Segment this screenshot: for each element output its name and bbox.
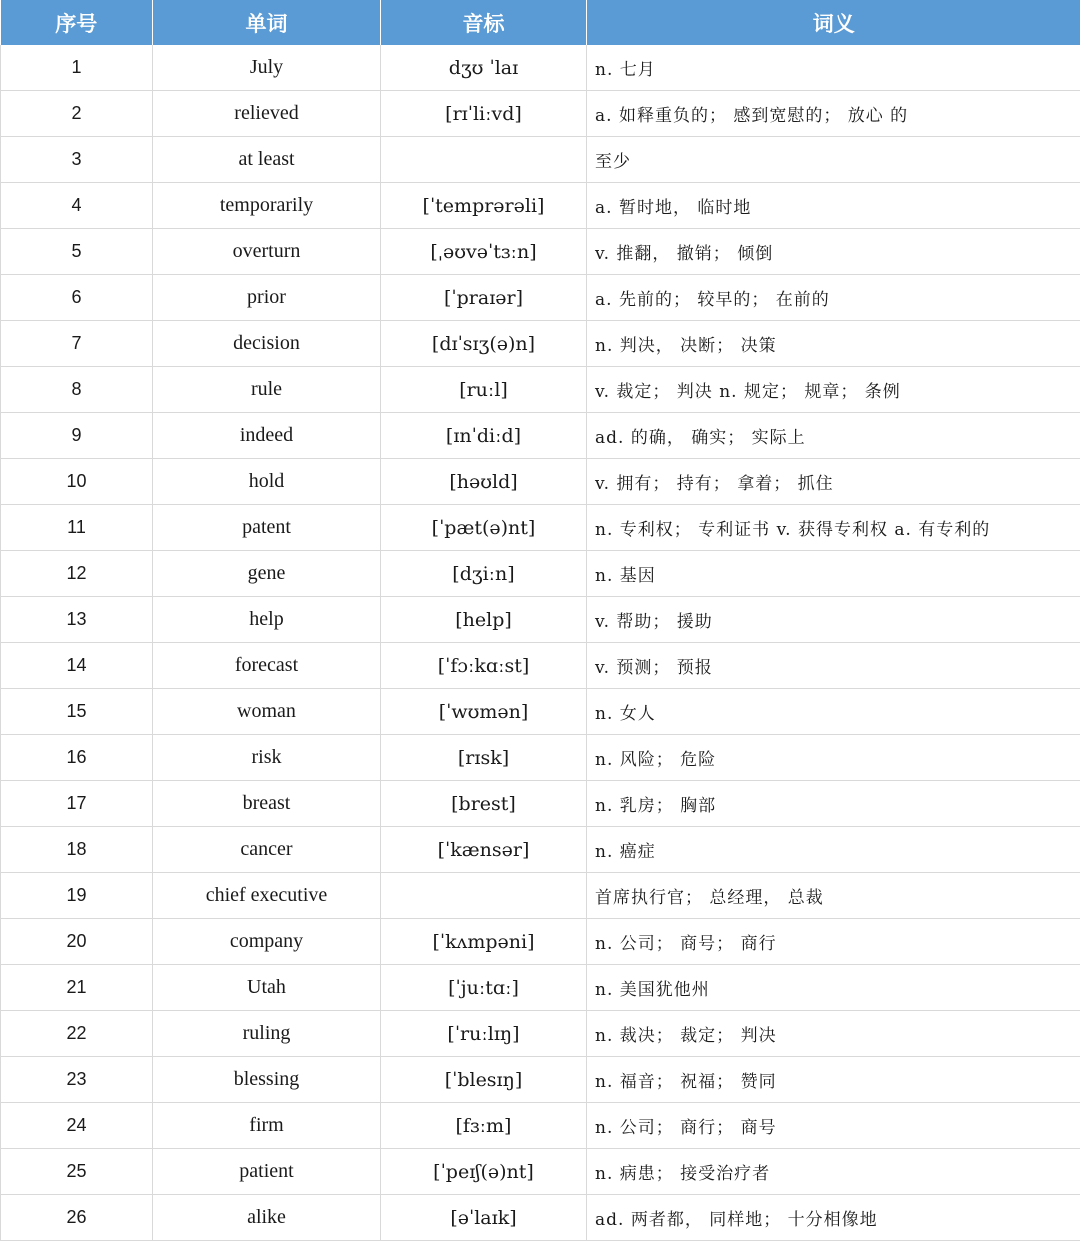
table-row <box>1 597 1080 643</box>
row-definition: v. 帮助； 援助 <box>587 597 1080 643</box>
row-definition: n. 美国犹他州 <box>587 965 1080 1011</box>
row-word: breast <box>153 781 381 827</box>
row-definition: v. 预测； 预报 <box>587 643 1080 689</box>
row-number: 18 <box>1 827 153 873</box>
table-row <box>1 321 1080 367</box>
row-phonetic: [rɪsk] <box>381 735 587 781</box>
table-row <box>1 1057 1080 1103</box>
row-word: prior <box>153 275 381 321</box>
row-definition: ad. 两者都， 同样地； 十分相像地 <box>587 1195 1080 1241</box>
row-phonetic: [ɪnˈdiːd] <box>381 413 587 459</box>
row-word: chief executive <box>153 873 381 919</box>
row-phonetic: [fɜːm] <box>381 1103 587 1149</box>
header-row <box>1 0 1080 45</box>
table-row <box>1 91 1080 137</box>
row-phonetic <box>381 873 587 919</box>
row-number: 22 <box>1 1011 153 1057</box>
row-phonetic: [ˈwʊmən] <box>381 689 587 735</box>
table-row <box>1 45 1080 91</box>
row-definition: n. 女人 <box>587 689 1080 735</box>
row-phonetic: [ˈblesɪŋ] <box>381 1057 587 1103</box>
row-definition: n. 专利权； 专利证书 v. 获得专利权 a. 有专利的 <box>587 505 1080 551</box>
row-number: 17 <box>1 781 153 827</box>
table-row <box>1 459 1080 505</box>
row-word: overturn <box>153 229 381 275</box>
row-number: 16 <box>1 735 153 781</box>
row-number: 19 <box>1 873 153 919</box>
table-row <box>1 505 1080 551</box>
row-number: 8 <box>1 367 153 413</box>
row-word: blessing <box>153 1057 381 1103</box>
row-number: 10 <box>1 459 153 505</box>
header-number: 序号 <box>1 0 153 45</box>
row-phonetic: [ˈtemprərəli] <box>381 183 587 229</box>
table-row <box>1 551 1080 597</box>
row-phonetic: [ˌəʊvəˈtɜːn] <box>381 229 587 275</box>
row-definition: n. 公司； 商号； 商行 <box>587 919 1080 965</box>
header-definition: 词义 <box>587 0 1080 45</box>
row-number: 23 <box>1 1057 153 1103</box>
row-phonetic: [ˈfɔːkɑːst] <box>381 643 587 689</box>
row-word: company <box>153 919 381 965</box>
row-word: patent <box>153 505 381 551</box>
row-word: rule <box>153 367 381 413</box>
row-definition: a. 先前的； 较早的； 在前的 <box>587 275 1080 321</box>
row-phonetic: dʒʊ ˈlaɪ <box>381 45 587 91</box>
row-word: temporarily <box>153 183 381 229</box>
row-word: at least <box>153 137 381 183</box>
table-row <box>1 873 1080 919</box>
row-number: 15 <box>1 689 153 735</box>
row-definition: n. 福音； 祝福； 赞同 <box>587 1057 1080 1103</box>
row-phonetic: [help] <box>381 597 587 643</box>
table-row <box>1 183 1080 229</box>
row-word: relieved <box>153 91 381 137</box>
row-definition: n. 七月 <box>587 45 1080 91</box>
row-number: 11 <box>1 505 153 551</box>
row-definition: n. 基因 <box>587 551 1080 597</box>
row-word: alike <box>153 1195 381 1241</box>
table-row <box>1 689 1080 735</box>
row-number: 24 <box>1 1103 153 1149</box>
row-word: forecast <box>153 643 381 689</box>
table-row <box>1 275 1080 321</box>
table-row <box>1 1011 1080 1057</box>
row-number: 7 <box>1 321 153 367</box>
table-row <box>1 137 1080 183</box>
row-number: 3 <box>1 137 153 183</box>
table-row <box>1 643 1080 689</box>
row-phonetic: [ˈkænsər] <box>381 827 587 873</box>
row-definition: a. 暂时地， 临时地 <box>587 183 1080 229</box>
row-number: 25 <box>1 1149 153 1195</box>
row-word: cancer <box>153 827 381 873</box>
row-word: risk <box>153 735 381 781</box>
row-word: decision <box>153 321 381 367</box>
row-definition: v. 拥有； 持有； 拿着； 抓住 <box>587 459 1080 505</box>
row-definition: v. 推翻， 撤销； 倾倒 <box>587 229 1080 275</box>
row-definition: ad. 的确， 确实； 实际上 <box>587 413 1080 459</box>
row-definition: n. 癌症 <box>587 827 1080 873</box>
table-row <box>1 229 1080 275</box>
table-row <box>1 735 1080 781</box>
row-number: 4 <box>1 183 153 229</box>
row-definition: 首席执行官； 总经理， 总裁 <box>587 873 1080 919</box>
row-number: 2 <box>1 91 153 137</box>
row-word: indeed <box>153 413 381 459</box>
row-definition: n. 乳房； 胸部 <box>587 781 1080 827</box>
row-number: 13 <box>1 597 153 643</box>
row-phonetic: [ruːl] <box>381 367 587 413</box>
row-word: Utah <box>153 965 381 1011</box>
table-body <box>1 45 1080 1241</box>
table-row <box>1 1195 1080 1241</box>
row-phonetic: [brest] <box>381 781 587 827</box>
table-row <box>1 413 1080 459</box>
row-phonetic: [ˈpraɪər] <box>381 275 587 321</box>
row-word: ruling <box>153 1011 381 1057</box>
row-number: 6 <box>1 275 153 321</box>
header-word: 单词 <box>153 0 381 45</box>
row-phonetic <box>381 137 587 183</box>
row-word: gene <box>153 551 381 597</box>
row-number: 5 <box>1 229 153 275</box>
row-word: firm <box>153 1103 381 1149</box>
row-definition: n. 判决， 决断； 决策 <box>587 321 1080 367</box>
row-definition: n. 公司； 商行； 商号 <box>587 1103 1080 1149</box>
row-definition: n. 裁决； 裁定； 判决 <box>587 1011 1080 1057</box>
row-word: July <box>153 45 381 91</box>
row-phonetic: [dɪˈsɪʒ(ə)n] <box>381 321 587 367</box>
table-row <box>1 827 1080 873</box>
row-phonetic: [həʊld] <box>381 459 587 505</box>
row-definition: a. 如释重负的； 感到宽慰的； 放心 的 <box>587 91 1080 137</box>
row-phonetic: [ˈkʌmpəni] <box>381 919 587 965</box>
row-phonetic: [ˈjuːtɑː] <box>381 965 587 1011</box>
table-row <box>1 367 1080 413</box>
row-word: help <box>153 597 381 643</box>
table-row <box>1 1149 1080 1195</box>
row-word: woman <box>153 689 381 735</box>
row-number: 20 <box>1 919 153 965</box>
row-phonetic: [əˈlaɪk] <box>381 1195 587 1241</box>
table-row <box>1 965 1080 1011</box>
row-definition: 至少 <box>587 137 1080 183</box>
table-row <box>1 919 1080 965</box>
row-number: 1 <box>1 45 153 91</box>
row-number: 14 <box>1 643 153 689</box>
row-phonetic: [dʒiːn] <box>381 551 587 597</box>
row-number: 12 <box>1 551 153 597</box>
row-phonetic: [ˈpæt(ə)nt] <box>381 505 587 551</box>
row-definition: n. 风险； 危险 <box>587 735 1080 781</box>
table-row <box>1 1103 1080 1149</box>
row-definition: n. 病患； 接受治疗者 <box>587 1149 1080 1195</box>
row-number: 26 <box>1 1195 153 1241</box>
row-phonetic: [ˈruːlɪŋ] <box>381 1011 587 1057</box>
row-number: 21 <box>1 965 153 1011</box>
row-phonetic: [ˈpeɪʃ(ə)nt] <box>381 1149 587 1195</box>
row-word: hold <box>153 459 381 505</box>
row-number: 9 <box>1 413 153 459</box>
row-word: patient <box>153 1149 381 1195</box>
row-phonetic: [rɪˈliːvd] <box>381 91 587 137</box>
header-phonetic: 音标 <box>381 0 587 45</box>
row-definition: v. 裁定； 判决 n. 规定； 规章； 条例 <box>587 367 1080 413</box>
table-row <box>1 781 1080 827</box>
